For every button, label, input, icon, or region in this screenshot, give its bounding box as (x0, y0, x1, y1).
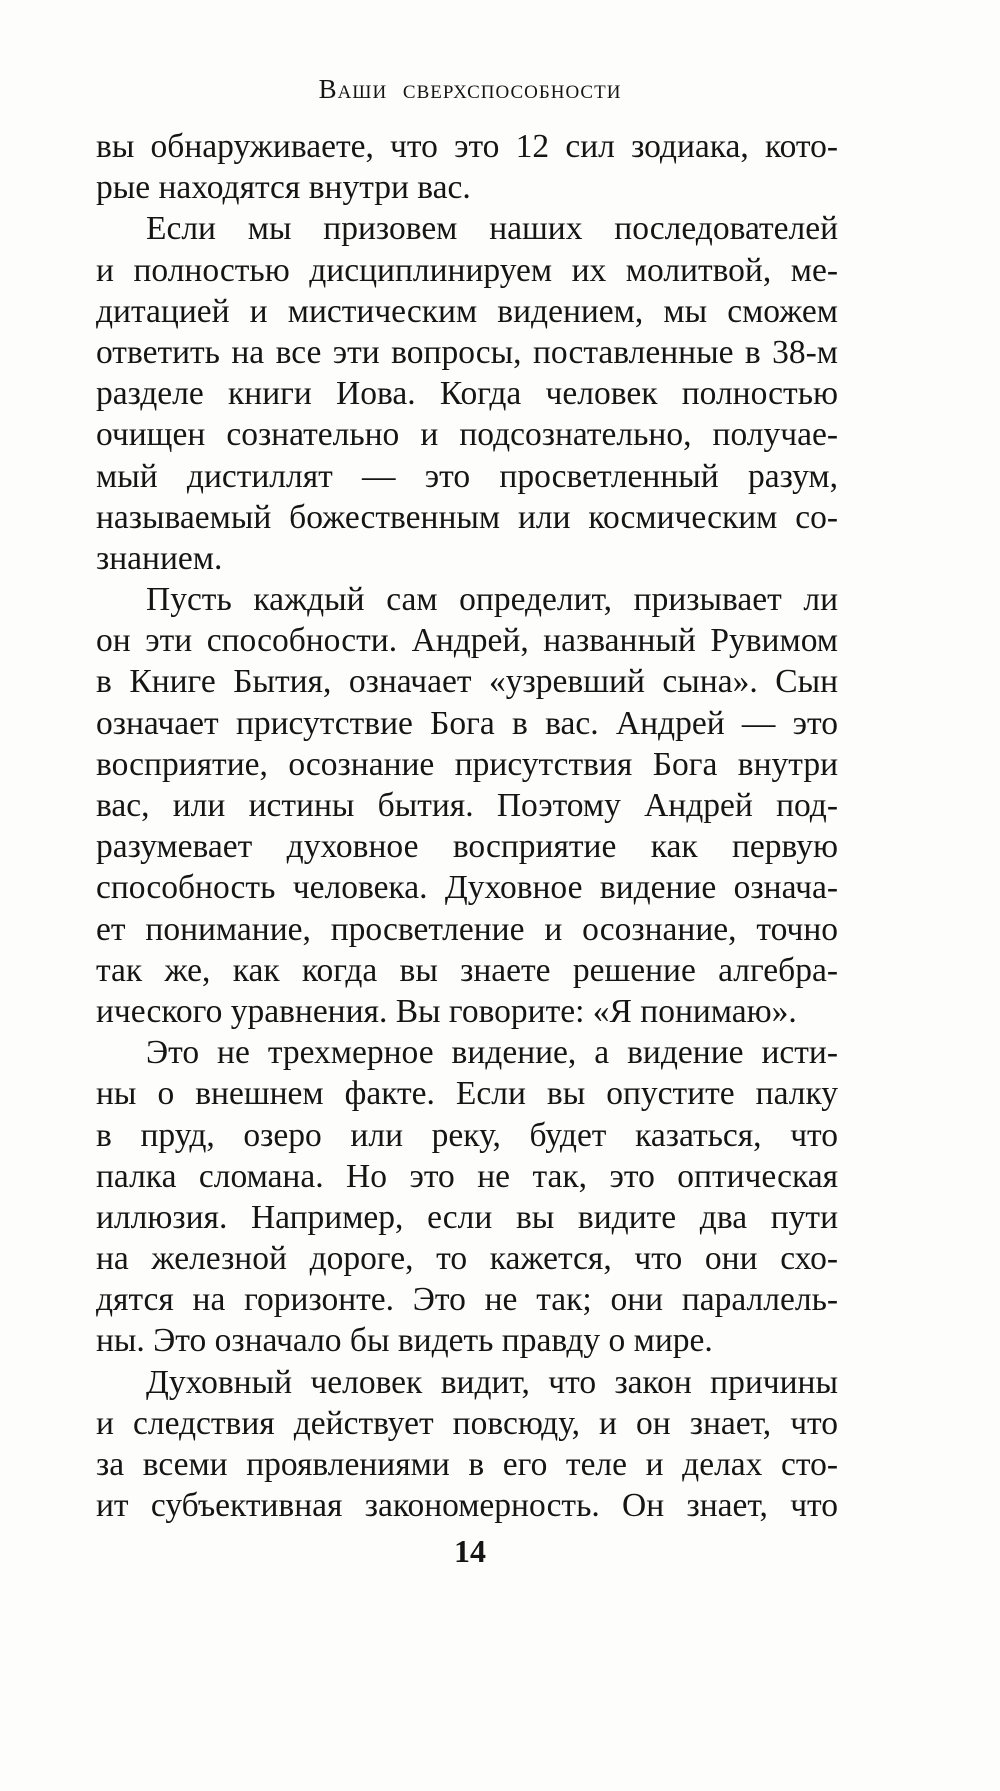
text-line: знанием. (96, 539, 223, 577)
text-line: вас, или истины бытия. Поэтому Андрей под- (96, 787, 838, 824)
text-line: Если мы призовем наших последователей (146, 210, 838, 248)
text-line: иллюзия. Например, если вы видите два пути (96, 1198, 838, 1236)
text-line: способность человека. Духовное видение означа- (96, 869, 838, 907)
text-line: за всеми проявлениями в его теле и делах сто- (96, 1446, 838, 1483)
text-line: мый дистиллят — это просветленный разум, (96, 457, 838, 495)
text-line: ны. Это означало бы видеть правду о мире. (96, 1322, 713, 1360)
text-line: так же, как когда вы знаете решение алгебра- (96, 951, 838, 989)
text-line: ответить на все эти вопросы, поставленные в 38-м (96, 333, 838, 371)
text-line: восприятие, осознание присутствия Бога внутри (96, 745, 838, 783)
text-line: Пусть каждый сам определит, призывает ли (146, 581, 838, 619)
page-number: 14 (454, 1533, 486, 1569)
text-line: он эти способности. Андрей, названный Рувимом (96, 622, 838, 660)
text-line: ны о внешнем факте. Если вы опустите палку (96, 1075, 838, 1113)
text-line: ического уравнения. Вы говорите: «Я понимаю». (96, 992, 797, 1030)
text-line: и следствия действует повсюду, и он знает, что (96, 1404, 838, 1442)
text-line: дятся на горизонте. Это не так; они параллель- (96, 1281, 838, 1319)
text-line: Это не трехмерное видение, а видение исти- (146, 1034, 838, 1072)
text-line: означает присутствие Бога в вас. Андрей — это (96, 704, 838, 742)
text-line: на железной дороге, то кажется, что они схо- (96, 1240, 838, 1278)
text-line: разделе книги Иова. Когда человек полностью (96, 375, 838, 413)
text-line: ит субъективная закономерность. Он знает, что (96, 1487, 838, 1525)
text-line: вы обнаруживаете, что это 12 сил зодиака, кото- (96, 128, 838, 165)
text-line: рые находятся внутри вас. (96, 169, 471, 207)
text-line: в Книге Бытия, означает «узревший сына». Сын (96, 663, 838, 701)
text-line: и полностью дисциплинируем их молитвой, ме- (96, 251, 838, 289)
text-line: ет понимание, просветление и осознание, точно (96, 910, 838, 948)
text-line: дитацией и мистическим видением, мы сможем (96, 292, 838, 330)
running-header: Ваши сверхспособности (318, 74, 622, 104)
text-line: разумевает духовное восприятие как первую (96, 828, 838, 866)
text-line: палка сломана. Но это не так, это оптическая (96, 1157, 838, 1195)
body-text (96, 126, 838, 1526)
text-line: в пруд, озеро или реку, будет казаться, что (96, 1116, 838, 1154)
text-line: Духовный человек видит, что закон причины (146, 1363, 838, 1401)
text-line: очищен сознательно и подсознательно, получае- (96, 416, 838, 454)
text-line: называемый божественным или космическим со- (96, 498, 838, 536)
